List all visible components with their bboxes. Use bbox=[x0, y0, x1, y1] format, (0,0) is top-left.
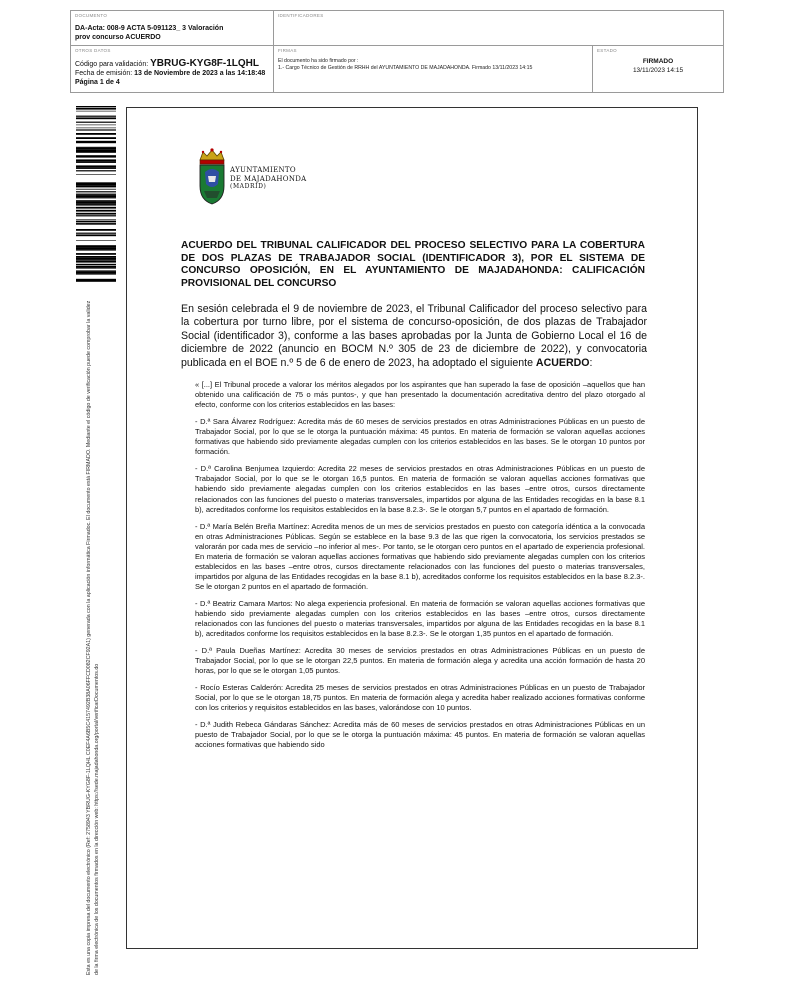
barcode-bar bbox=[76, 273, 116, 274]
barcode-bar bbox=[76, 235, 116, 236]
otros-datos-box bbox=[70, 45, 274, 93]
barcode-bar bbox=[76, 249, 116, 250]
barcode-bar bbox=[76, 279, 116, 280]
quote-paragraph: - D.ª Sara Álvarez Rodríguez: Acredita más de 60 meses de servicios prestados en otras Administraciones Públicas en un puesto de Trabajador Social, por lo que se le otorga la puntuación máxima: 45 puntos. En materia de formación se valoran aquellas acciones formativas que habiendo sido previamente alegadas cumplen con los criterios establecidos en las bases. Se le otorgan 10 puntos por formación. bbox=[195, 417, 645, 457]
barcode-bar bbox=[76, 207, 116, 209]
barcode-bar bbox=[76, 240, 116, 241]
estado-box bbox=[592, 45, 724, 93]
documento-line-2: prov concurso ACUERDO bbox=[75, 34, 161, 41]
barcode-bar bbox=[76, 191, 116, 192]
barcode-bar bbox=[76, 267, 116, 268]
barcode-bar bbox=[76, 221, 116, 223]
barcode-bar bbox=[76, 260, 116, 261]
quote-paragraph: - D.ª Judith Rebeca Gándaras Sánchez: Acredita más de 60 meses de servicios prestados en otras Administraciones Públicas en un puesto de Trabajador Social, por lo que se le otorga la puntuación máxima: 45 puntos. En materia de formación se valoran aquellas acciones formativas que habiendo sido bbox=[195, 720, 645, 750]
barcode-bar bbox=[76, 108, 116, 109]
ayuntamiento-name bbox=[230, 166, 307, 192]
barcode-bar bbox=[76, 254, 116, 255]
barcode-bar bbox=[76, 189, 116, 190]
documento-label: DOCUMENTO bbox=[75, 13, 108, 18]
barcode-bar bbox=[76, 264, 116, 265]
barcode-bar bbox=[76, 155, 116, 157]
barcode-bar bbox=[76, 266, 116, 268]
barcode-bar bbox=[76, 159, 116, 160]
barcode-bar bbox=[76, 117, 116, 119]
barcode-bar bbox=[76, 170, 116, 171]
barcode-bar bbox=[76, 233, 116, 234]
barcode-bar bbox=[76, 151, 116, 153]
barcode-bar bbox=[76, 256, 116, 258]
barcode-bar bbox=[76, 149, 116, 151]
barcode-bar bbox=[76, 213, 116, 215]
codigo-label: Código para validación: bbox=[75, 61, 149, 68]
ayuntamiento-line-1: AYUNTAMIENTO bbox=[230, 166, 296, 174]
intro-paragraph bbox=[181, 303, 647, 370]
barcode-bar bbox=[76, 224, 116, 225]
barcode-bar bbox=[76, 260, 116, 261]
barcode-bar bbox=[76, 168, 116, 169]
barcode-bar bbox=[76, 261, 116, 263]
barcode-bar bbox=[76, 184, 116, 185]
fecha-emision bbox=[75, 69, 265, 78]
barcode-bar bbox=[76, 188, 116, 189]
barcode-bar bbox=[76, 129, 116, 130]
ayuntamiento-line-2: DE MAJADAHONDA bbox=[230, 174, 307, 183]
barcode bbox=[76, 106, 116, 282]
barcode-bar bbox=[76, 204, 116, 205]
intro-bold-acuerdo: ACUERDO bbox=[535, 356, 590, 369]
quoted-resolution bbox=[195, 380, 645, 757]
pagina-indicator bbox=[75, 78, 265, 87]
barcode-bar bbox=[76, 167, 116, 168]
estado-date: 13/11/2023 14:15 bbox=[632, 67, 684, 74]
barcode-bar bbox=[76, 194, 116, 195]
estado-content bbox=[593, 57, 723, 75]
barcode-bar bbox=[76, 122, 116, 123]
barcode-bar bbox=[76, 147, 116, 148]
barcode-bar bbox=[76, 203, 116, 204]
pagina-value: Página 1 de 4 bbox=[75, 79, 120, 86]
otros-datos-label: OTROS DATOS bbox=[75, 48, 111, 53]
barcode-bar bbox=[76, 210, 116, 212]
documento-line-1: DA-Acta: 008-9 ACTA 5-091123_ 3 Valoración bbox=[75, 25, 224, 32]
document-page bbox=[126, 107, 698, 949]
barcode-bar bbox=[76, 253, 116, 254]
barcode-bar bbox=[76, 161, 116, 162]
majadahonda-coat-of-arms-icon bbox=[195, 146, 229, 206]
barcode-bar bbox=[76, 258, 116, 260]
barcode-bar bbox=[76, 137, 116, 139]
barcode-bar bbox=[76, 106, 116, 107]
barcode-bar bbox=[76, 147, 116, 149]
quote-paragraph: - D.ª Beatriz Camara Martos: No alega experiencia profesional. En materia de formación se valoran aquellas acciones formativas que habiendo sido previamente alegadas cumplen con los criterios establecidos en las bases –entre otros, cursos directamente relacionados con las funciones del puesto o materias transversales, impartidos por alguna de las Entidades recogidas en la base 8.1 b), acreditados conforme los requisitos establecidos en la base 8.2.3-. Se le otorgan 1,35 puntos en el apartado de formación. bbox=[195, 598, 645, 639]
barcode-bar bbox=[76, 248, 116, 250]
barcode-bar bbox=[76, 109, 116, 110]
identificadores-label: IDENTIFICADORES bbox=[278, 13, 324, 18]
barcode-bar bbox=[76, 125, 116, 126]
quote-paragraph: - D.ª María Belén Breña Martínez: Acredita menos de un mes de servicios prestados en puesto con categoría idéntica a la convocada en otras Administraciones Públicas. Según se establece en la base 9.3 de las que rigen la convocatoria, los servicios prestados se valorarán por cada mes de servicio –no inferior al mes-. Por tanto, se le otorgan cero puntos en el apartado de experiencia profesional. En materia de formación se valoran aquellas acciones formativas que habiendo sido previamente alegadas cumplen con los criterios establecidos en las bases –entre otros, cursos directamente relacionados con las funciones del puesto o materias transversales, impartidos por alguna de las Entidades recogidas en la base 8.1 b), acreditados conforme los requisitos establecidos en la base 8.2.3-. Se le otorgan 2 puntos en el apartado de formación. bbox=[195, 521, 645, 592]
barcode-bar bbox=[76, 200, 116, 201]
quote-paragraph: « [...] El Tribunal procede a valorar los méritos alegados por los aspirantes que han superado la fase de oposición –aquellos que han obtenido una calificación de 75 o más puntos-, y que han presentado la documentación acreditativa dentro del plazo otorgado al efecto, conforme con los criterios establecidos en las bases: bbox=[195, 380, 645, 410]
barcode-bar bbox=[76, 182, 116, 183]
barcode-bar bbox=[76, 223, 116, 224]
barcode-bar bbox=[76, 185, 116, 187]
barcode-bar bbox=[76, 224, 116, 225]
barcode-bar bbox=[76, 128, 116, 129]
fecha-label: Fecha de emisión: bbox=[75, 70, 133, 77]
barcode-bar bbox=[76, 183, 116, 184]
fecha-value: 13 de Noviembre de 2023 a las 14:18:48 bbox=[134, 70, 266, 77]
barcode-bar bbox=[76, 165, 116, 167]
barcode-bar bbox=[76, 270, 116, 271]
firmas-label: FIRMAS bbox=[278, 48, 297, 53]
barcode-bar bbox=[76, 194, 116, 195]
barcode-bar bbox=[76, 247, 116, 248]
document-title: ACUERDO DEL TRIBUNAL CALIFICADOR DEL PROCESO SELECTIVO PARA LA COBERTURA DE DOS PLAZAS DE TRABAJADOR SOCIAL (IDENTIFICADOR 3), POR EL SISTEMA DE CONCURSO OPOSICIÓN, EN EL AYUNTAMIENTO DE MAJADAHONDA: CALIFICACIÓN PROVISIONAL DEL CONCURSO bbox=[181, 240, 645, 289]
barcode-bar bbox=[76, 133, 116, 135]
codigo-value: YBRUG-KYG8F-1LQHL bbox=[150, 58, 260, 69]
firmas-line-1: El documento ha sido firmado por : bbox=[278, 58, 359, 64]
identificadores-box bbox=[273, 10, 724, 46]
intro-end: : bbox=[589, 356, 593, 369]
barcode-bar bbox=[76, 142, 116, 143]
firmas-content bbox=[278, 58, 532, 72]
barcode-bar bbox=[76, 195, 116, 197]
ayuntamiento-line-3: (MADRID) bbox=[230, 183, 267, 191]
barcode-bar bbox=[76, 162, 116, 163]
barcode-bar bbox=[76, 141, 116, 142]
barcode-bar bbox=[76, 234, 116, 235]
barcode-bar bbox=[76, 201, 116, 203]
barcode-bar bbox=[76, 116, 116, 117]
estado-label: ESTADO bbox=[597, 48, 617, 53]
firmas-line-2: 1.- Cargo Técnico de Gestión de RRHH del AYUNTAMIENTO DE MAJADAHONDA. Firmado 13/11/2023 14:15 bbox=[278, 65, 533, 71]
barcode-bar bbox=[76, 111, 116, 112]
barcode-bar bbox=[76, 197, 116, 198]
verification-side-note: Esta es una copia impresa del documento electrónico (Ref: 2758943 YBRUG-KYG8F-1LQHL C0EF4A6B5C4157492B38A06FFCD082CF92A1) generada con la aplicación informática Firmadoc. El documento está FIRMADO. Mediante el código de verificación puede comprobar la validez de la firma electrónica de los documentos firmados en la dirección web: https://sede.majadahonda.org/portal/verificarDocumentos.do bbox=[86, 300, 100, 975]
barcode-bar bbox=[76, 272, 116, 274]
documento-box bbox=[70, 10, 274, 46]
barcode-bar bbox=[76, 229, 116, 231]
barcode-bar bbox=[76, 245, 116, 247]
codigo-validacion bbox=[75, 59, 265, 69]
barcode-bar bbox=[76, 157, 116, 158]
barcode-bar bbox=[76, 160, 116, 161]
barcode-bar bbox=[76, 219, 116, 220]
quote-paragraph: - Rocío Esteras Calderón: Acredita 25 meses de servicios prestados en otras Administraciones Públicas en un puesto de Trabajador Social, por lo que se le otorgan 18,75 puntos. En materia de formación alega y acredita haber realizado acciones formativas conforme con los criterios y requisitos establecidos en las bases, valorándose con 10 puntos. bbox=[195, 683, 645, 713]
barcode-bar bbox=[76, 215, 116, 216]
quote-paragraph: - D.ª Carolina Benjumea Izquierdo: Acredita 22 meses de servicios prestados en otras Administraciones Públicas en un puesto de Trabajador Social, por lo que se le otorgan 16,5 puntos. En materia de formación se valoran aquellas acciones formativas que habiendo sido previamente alegadas cumplen con los criterios establecidos en las bases –entre otros, cursos directamente relacionados con las funciones del puesto o materias transversales, impartidos por alguna de las Entidades recogidas en la base 8.1 b), acreditados conforme los requisitos establecidos en la base 8.2.3-. Se le otorgan 5,7 puntos en el apartado de formación. bbox=[195, 464, 645, 514]
firmas-box bbox=[273, 45, 593, 93]
barcode-bar bbox=[76, 280, 116, 282]
barcode-bar bbox=[76, 130, 116, 131]
otros-datos-content bbox=[75, 59, 265, 87]
estado-value: FIRMADO bbox=[642, 58, 674, 65]
quote-paragraph: - D.ª Paula Dueñas Martínez: Acredita 30 meses de servicios prestados en otras Administraciones Públicas en un puesto de Trabajador Social, por lo que se le otorgan 22,5 puntos. En materia de formación alega y acredita una acción formación de hasta 20 horas, por lo que se le otorgan 1,05 puntos. bbox=[195, 646, 645, 676]
barcode-bar bbox=[76, 174, 116, 175]
intro-text: En sesión celebrada el 9 de noviembre de 2023, el Tribunal Calificador del proceso selectivo para la cobertura por turno libre, por el sistema de concurso-oposición, de dos plazas de Trabajador Social (identificador 3), conforme a las bases aprobadas por la Junta de Gobierno Local el 16 de diciembre de 2022 (anuncio en BOCM N.º 305 de 23 de diciembre de 2022), y convocatoria publicada en el BOE n.º 5 de 6 de enero de 2023, ha adoptado el siguiente bbox=[181, 303, 647, 369]
documento-value bbox=[75, 24, 223, 42]
